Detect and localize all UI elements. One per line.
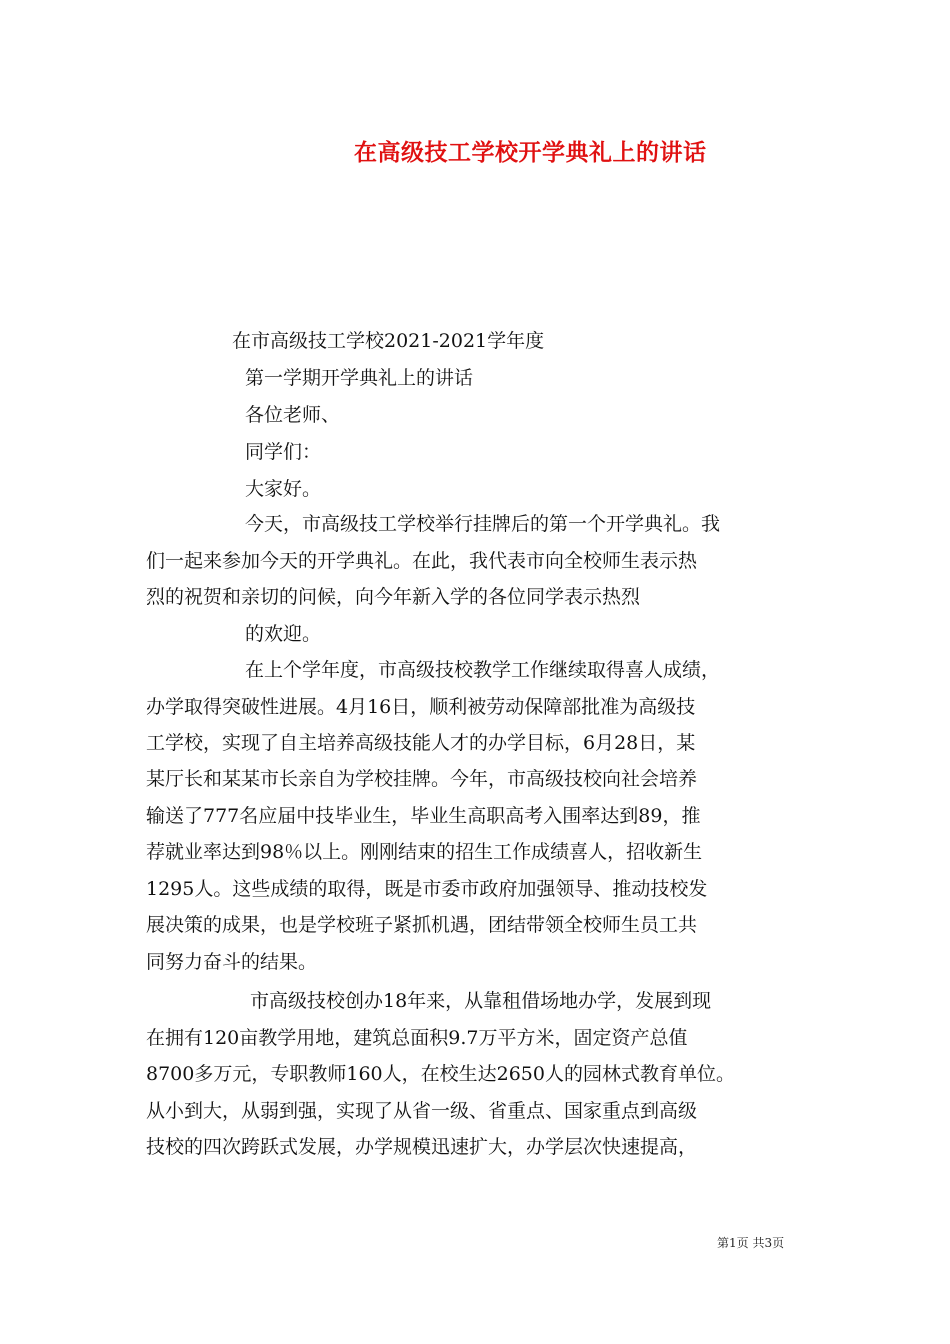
salutation-teachers: 各位老师、 [245, 404, 341, 426]
paragraph-1-line: 的欢迎。 [245, 623, 322, 645]
paragraph-2-line: 输送了777名应届中技毕业生，毕业生高职高考入围率达到89，推 [146, 805, 701, 827]
paragraph-2-line: 展决策的成果，也是学校班子紧抓机遇，团结带领全校师生员工共 [146, 914, 698, 936]
heading-line-2: 第一学期开学典礼上的讲话 [245, 367, 474, 389]
paragraph-2-line: 工学校，实现了自主培养高级技能人才的办学目标，6月28日，某 [146, 732, 696, 754]
paragraph-2-line: 办学取得突破性进展。4月16日，顺利被劳动保障部批准为高级技 [146, 696, 696, 718]
paragraph-1-line: 烈的祝贺和亲切的问候，向今年新入学的各位同学表示热烈 [146, 586, 641, 608]
paragraph-3-line: 在拥有120亩教学用地，建筑总面积9.7万平方米，固定资产总值 [146, 1027, 688, 1049]
paragraph-1-line: 们一起来参加今天的开学典礼。在此，我代表市向全校师生表示热 [146, 550, 698, 572]
paragraph-2-line: 荐就业率达到98％以上。刚刚结束的招生工作成绩喜人，招收新生 [146, 841, 703, 863]
paragraph-2-line: 某厅长和某某市长亲自为学校挂牌。今年，市高级技校向社会培养 [146, 768, 698, 790]
page-number: 第1页 共3页 [717, 1236, 785, 1250]
paragraph-1-line: 今天，市高级技工学校举行挂牌后的第一个开学典礼。我 [245, 513, 721, 535]
paragraph-3-line: 8700多万元，专职教师160人，在校生达2650人的园林式教育单位。 [146, 1063, 735, 1085]
paragraph-2-line: 在上个学年度，市高级技校教学工作继续取得喜人成绩， [245, 659, 721, 681]
paragraph-3-line: 市高级技校创办18年来，从靠租借场地办学，发展到现 [250, 990, 712, 1012]
paragraph-2-line: 同努力奋斗的结果。 [146, 951, 318, 973]
paragraph-3-line: 技校的四次跨跃式发展，办学规模迅速扩大，办学层次快速提高， [146, 1136, 698, 1158]
document-title: 在高级技工学校开学典礼上的讲话 [354, 139, 707, 166]
paragraph-3-line: 从小到大，从弱到强，实现了从省一级、省重点、国家重点到高级 [146, 1100, 698, 1122]
salutation-students: 同学们： [245, 441, 322, 463]
paragraph-2-line: 1295人。这些成绩的取得，既是市委市政府加强领导、推动技校发 [146, 878, 708, 900]
greeting: 大家好。 [245, 478, 322, 500]
heading-line-1: 在市高级技工学校2021-2021学年度 [232, 330, 545, 352]
